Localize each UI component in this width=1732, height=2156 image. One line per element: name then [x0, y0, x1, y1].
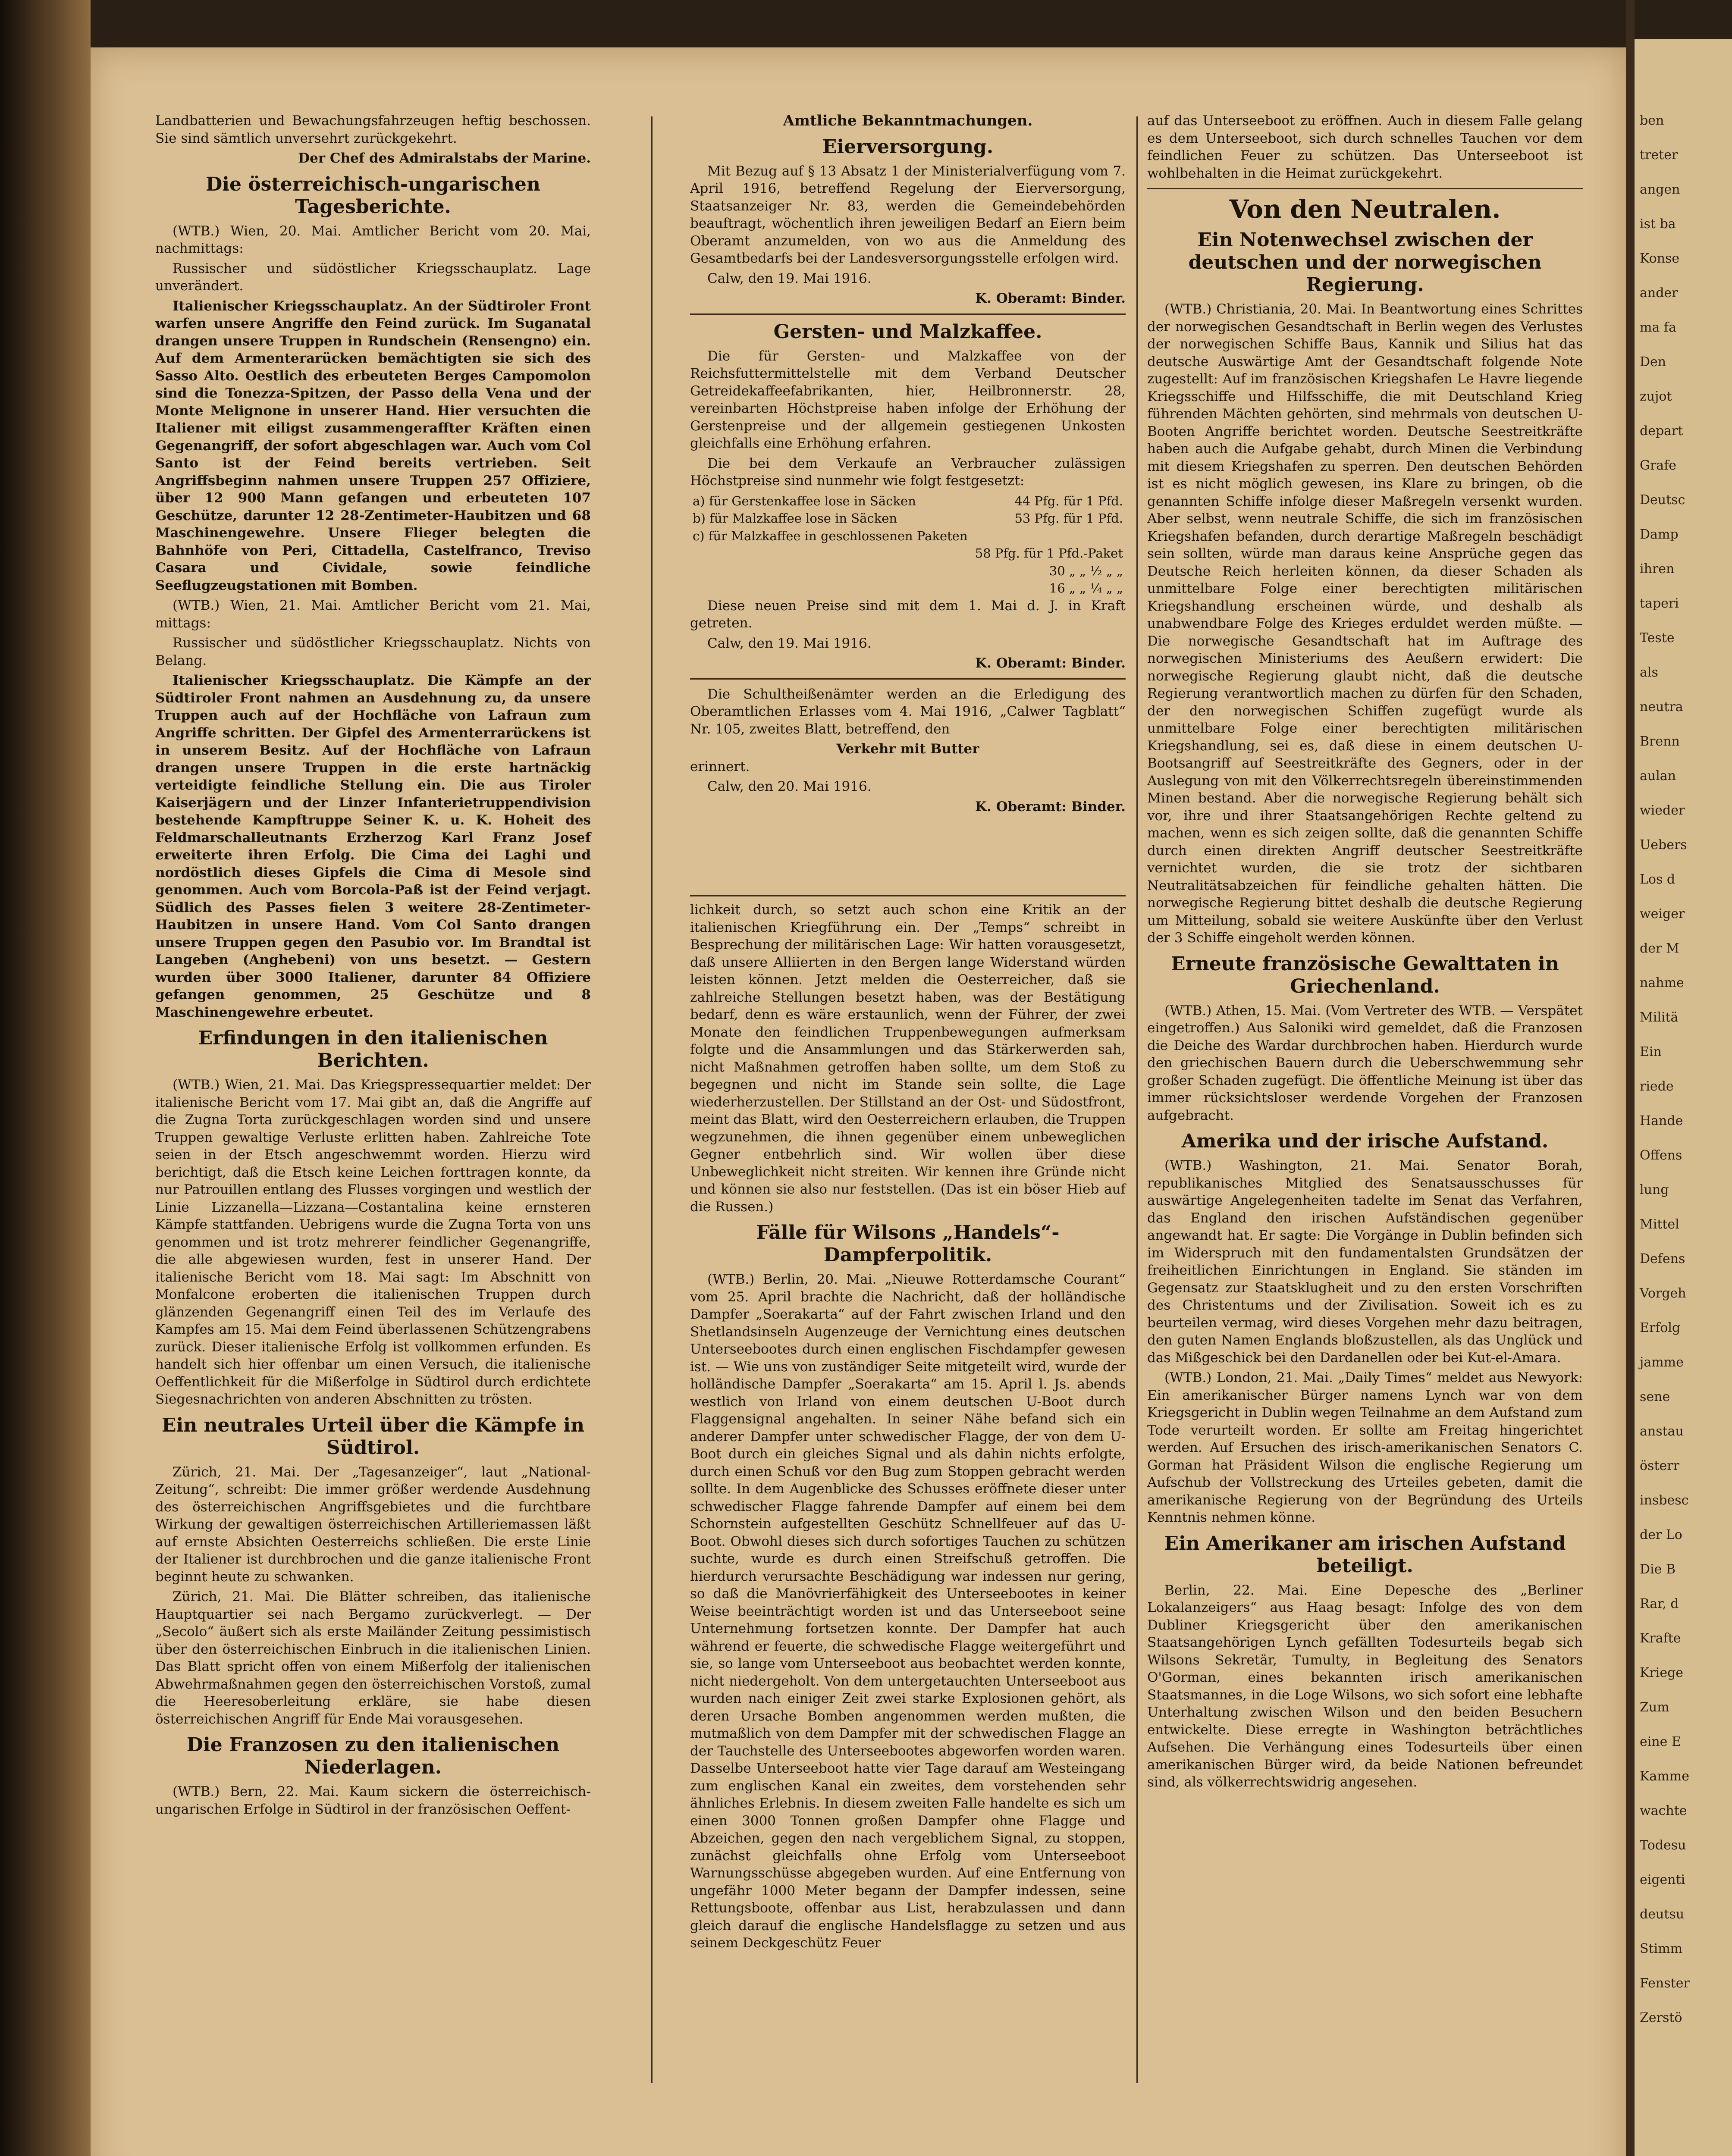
- adjacent-page-fragment: der M: [1640, 941, 1679, 956]
- headline: Amerika und der irische Aufstand.: [1181, 1130, 1549, 1152]
- adjacent-page-fragment: Mittel: [1640, 1217, 1679, 1232]
- adjacent-page-fragment: sene: [1640, 1389, 1670, 1404]
- paragraph: Zürich, 21. Mai. Der „Tagesanzeiger“, laut „National-Zeitung“, schreibt: Die immer größer werdende Ausdehnung des österreichischen Angriffsgebietes und die furchtbare Wirkung der gewaltigen österreichischen Artilleriemassen läßt auf ernste Absichten Oesterreichs schließen. Die erste Linie der Italiener ist durchbrochen und die ganze italienische Front beginnt heute zu schwanken.: [155, 1464, 591, 1585]
- adjacent-page-fragment: ben: [1640, 113, 1664, 128]
- adjacent-page-fragment: wachte: [1640, 1803, 1687, 1818]
- paragraph: Die für Gersten- und Malzkaffee von der Reichsfuttermittelstelle mit dem Verband Deutscher Getreidekaffeefabrikanten, hier, Heilbronnerstr. 28, vereinbarten Höchstpreise haben infolge der Erhöhung der Gerstenpreise und der allgemein gestiegenen Unkosten gleichfalls eine Erhöhung erfahren.: [690, 348, 1126, 451]
- paragraph: Landbatterien und Bewachungsfahrzeugen heftig beschossen. Sie sind sämtlich unversehrt zurückgekehrt.: [155, 113, 591, 146]
- adjacent-page-fragment: Uebers: [1640, 837, 1687, 852]
- column-2: [690, 112, 1126, 888]
- divider: [1147, 188, 1583, 189]
- price-item: c) für Malzkaffee in geschlossenen Paketen: [693, 528, 968, 543]
- price-value: 44 Pfg. für 1 Pfd.: [1014, 493, 1123, 508]
- price-row: [690, 492, 1126, 510]
- adjacent-page-fragment: Vorgeh: [1640, 1286, 1686, 1301]
- signature: K. Oberamt: Binder.: [975, 799, 1126, 815]
- adjacent-page-fragment: taperi: [1640, 596, 1679, 611]
- adjacent-page-fragment: zujot: [1640, 389, 1672, 404]
- adjacent-page-fragment: insbesc: [1640, 1493, 1689, 1508]
- adjacent-page-fragment: ist ba: [1640, 216, 1676, 232]
- book-spine: [0, 0, 91, 2156]
- headline: Ein neutrales Urteil über die Kämpfe in Südtirol.: [161, 1414, 585, 1459]
- price-value: 16 „ „ ¼ „ „: [1049, 581, 1123, 595]
- headline: Ein Notenwechsel zwischen der deutschen und der norwegischen Regierung.: [1188, 229, 1542, 296]
- price-value: 53 Pfg. für 1 Pfd.: [1014, 511, 1123, 526]
- adjacent-page-fragment: treter: [1640, 147, 1678, 163]
- headline: Die Franzosen zu den italienischen Niederlagen.: [186, 1734, 560, 1778]
- adjacent-page-fragment: ma fa: [1640, 320, 1676, 335]
- adjacent-page-fragment: Deutsc: [1640, 492, 1685, 508]
- adjacent-page-fragment: Zum: [1640, 1700, 1669, 1715]
- price-item: b) für Malzkaffee lose in Säcken: [693, 511, 897, 526]
- adjacent-page-fragment: eigenti: [1640, 1872, 1685, 1887]
- paragraph: (WTB.) Athen, 15. Mai. (Vom Vertreter des WTB. — Verspätet eingetroffen.) Aus Saloniki wird gemeldet, daß die Franzosen die Deiche des Wardar durchbrochen haben. Hierdurch wurde den griechischen Bauern durch die Ueberschwemmung sehr großer Schaden zugefügt. Die öffentliche Meinung ist über das immer rücksichtsloser werdende Vorgehen der Franzosen aufgebracht.: [1147, 1003, 1583, 1123]
- adjacent-page-fragment: der Lo: [1640, 1527, 1682, 1542]
- signature: K. Oberamt: Binder.: [975, 655, 1126, 671]
- paragraph: Italienischer Kriegsschauplatz. Die Kämpfe an der Südtiroler Front nahmen an Ausdehnung zu, da unsere Truppen auch auf der Hochfläche von Lafraun zum Angriffe schritten. Der Gipfel des Armenterrarückens ist in unserem Besitz. Auf der Hochfläche von Lafraun drangen unsere Truppen in die erste hartnäckig verteidigte feindliche Stellung ein. Die aus Tiroler Kaiserjägern und der Linzer Infanterietruppendivision bestehende Kampftruppe Seiner K. u. K. Hoheit des Feldmarschalleutnants Erzherzog Karl Franz Josef erweiterte ihren Erfolg. Die Cima dei Laghi und nordöstlich dieses Gipfels die Cima di Mesole sind genommen. Auch vom Borcola-Paß ist der Feind verjagt. Südlich des Passes fielen 3 weitere 28-Zentimeter-Haubitzen in unsere Hand. Vom Col Santo drangen unsere Truppen gegen den Pasubio vor. Im Brandtal ist Langeben (Anghebeni) von uns besetzt. — Gestern wurden über 3000 Italiener, darunter 84 Offiziere gefangen genommen, 25 Geschütze und 8 Maschinengewehre erbeutet.: [155, 673, 591, 1020]
- paragraph: Berlin, 22. Mai. Eine Depesche des „Berliner Lokalanzeigers“ aus Haag besagt: Infolge des von dem Dubliner Kriegsgericht über den amerikanischen Staatsangehörigen Lynch gefällten Todesurteils begab sich Wilsons Sekretär, Tumulty, in Begleitung des Senators O'Gorman, eines bekannten irisch amerikanischen Staatsmannes, in die Loge Wilsons, wo sich sofort eine lebhafte Unterhaltung zwischen Wilson und den beiden Besuchern entwickelte. Diese erregte in Washington beträchtliches Aufsehen. Die Verhängung eines Todesurteils über einen amerikanischen Bürger wird, da beide Nationen befreundet sind, als völkerrechtswidrig angesehen.: [1147, 1582, 1583, 1790]
- adjacent-page-fragment: Zerstö: [1640, 2010, 1682, 2025]
- adjacent-page-fragment: Die B: [1640, 1562, 1676, 1577]
- price-row: [690, 580, 1126, 597]
- adjacent-page-fragment: weiger: [1640, 906, 1685, 921]
- price-value: [972, 527, 1126, 545]
- adjacent-page-fragment: Defens: [1640, 1251, 1685, 1266]
- adjacent-page-fragment: depart: [1640, 423, 1683, 439]
- paragraph: (WTB.) Wien, 21. Mai. Das Kriegspressequartier meldet: Der italienische Bericht vom 17. Mai gibt an, daß die Angriffe auf die Zugna Torta zurückgeschlagen worden sind und unsere Truppen gewaltige Verluste erlitten haben. Zahlreiche Tote seien in der Etsch angeschwemmt worden. Hierzu wird berichtigt, daß die Etsch keine Leichen forttragen konnte, da nur Patrouillen entlang des Flusses vorgingen und westlich der Linie Lizzanella—Lizzana—Costantalina keine ernsteren Kämpfe stattfanden. Uebrigens wurde die Zugna Torta von uns genommen und ist trotz mehrerer feindlicher Gegenangriffe, die alle abgewiesen wurden, fest in unserer Hand. Der italienische Bericht vom 18. Mai sagt: Im Abschnitt von Monfalcone eroberten die italienischen Truppen durch glänzenden Gegenangriff einen Teil des im Verlaufe des Kampfes am 15. Mai dem Feind überlassenen Schützengrabens zurück. Dieser italienische Erfolg ist vollkommen erfunden. Es handelt sich hier offenbar um einen Versuch, die italienische Oeffentlichkeit für die Mißerfolge in Südtirol durch erdichtete Siegesnachrichten von anderen Abschnitten zu trösten.: [155, 1077, 591, 1407]
- adjacent-page-fragment: Krafte: [1640, 1631, 1681, 1646]
- paragraph: (WTB.) Bern, 22. Mai. Kaum sickern die österreichisch-ungarischen Erfolge in Südtirol in der französischen Oeffent-: [155, 1784, 591, 1817]
- adjacent-page-fragment: nahme: [1640, 975, 1684, 990]
- adjacent-page-fragment: anstau: [1640, 1424, 1684, 1439]
- price-item: a) für Gerstenkaffee lose in Säcken: [693, 493, 916, 508]
- paragraph: Mit Bezug auf § 13 Absatz 1 der Ministerialverfügung vom 7. April 1916, betreffend Regelung der Eierversorgung, Staatsanzeiger Nr. 83, werden die Gemeindebehörden beauftragt, wöchentlich ihren jeweiligen Bedarf an Eiern beim Oberamt anzumelden, von wo aus die Anmeldung des Gesamtbedarfs bei der Landesversorgungsstelle erfolgen wird.: [690, 163, 1126, 266]
- adjacent-page-fragment: Hande: [1640, 1113, 1683, 1128]
- headline: Fälle für Wilsons „Handels“-Dampferpolitik.: [756, 1222, 1060, 1266]
- adjacent-page-fragment: Los d: [1640, 872, 1676, 887]
- headline: Erneute französische Gewalttaten in Griechenland.: [1171, 953, 1559, 997]
- adjacent-page-fragment: riede: [1640, 1079, 1674, 1094]
- signature: Der Chef des Admiralstabs der Marine.: [298, 150, 591, 166]
- adjacent-page-fragment: ander: [1640, 285, 1678, 301]
- adjacent-page-fragment: Konse: [1640, 251, 1680, 266]
- column-2-continued: [690, 901, 1126, 1952]
- divider: [690, 313, 1126, 315]
- emphasis-line: Verkehr mit Butter: [836, 741, 979, 757]
- adjacent-page-fragment: österr: [1640, 1458, 1679, 1473]
- price-item: [690, 562, 972, 580]
- paragraph: Die bei dem Verkaufe an Verbraucher zulässigen Höchstpreise sind nunmehr wie folgt festgesetzt:: [690, 455, 1126, 489]
- adjacent-page-fragment: aulan: [1640, 768, 1676, 783]
- adjacent-page-fragment: als: [1640, 665, 1658, 680]
- paragraph: erinnert.: [690, 758, 750, 774]
- price-row: [690, 545, 1126, 562]
- adjacent-page-fragment: Stimm: [1640, 1941, 1683, 1956]
- adjacent-page-fragment: Brenn: [1640, 734, 1680, 749]
- paragraph: Die Schultheißenämter werden an die Erledigung des Oberamtlichen Erlasses vom 4. Mai 1916, „Calwer Tagblatt“ Nr. 105, zweites Blatt, betreffend, den: [690, 686, 1126, 737]
- adjacent-page-fragment: lung: [1640, 1182, 1669, 1197]
- adjacent-page-fragment: neutra: [1640, 699, 1683, 714]
- adjacent-page-fragment: Teste: [1640, 630, 1675, 646]
- adjacent-page-fragment: deutsu: [1640, 1907, 1685, 1922]
- signature: K. Oberamt: Binder.: [975, 291, 1126, 306]
- price-table: [690, 492, 1126, 597]
- column-3: [1147, 112, 1583, 1794]
- column-rule: [1136, 116, 1138, 2083]
- price-item: [690, 545, 972, 562]
- adjacent-page-fragment: Kriege: [1640, 1665, 1684, 1680]
- section-title: Von den Neutralen.: [1229, 194, 1501, 224]
- headline: Eierversorgung.: [822, 135, 994, 158]
- price-row: [690, 527, 1126, 545]
- paragraph: lichkeit durch, so setzt auch schon eine Kritik an der italienischen Kriegführung ein. Der „Temps“ schreibt in Besprechung der militärischen Lage: Wir hatten vorausgesetzt, daß unsere Alliierten in den Bergen lange Widerstand würden leisten können. Jetzt melden die Oesterreicher, daß sie zahlreiche Stellungen besetzt haben, was der Bestätigung bedarf, denn es wäre erstaunlich, wenn der Führer, der zwei Monate den feindlichen Truppenbewegungen aufmerksam folgte und die Ansammlungen und das Stärkerwerden sah, nicht Maßnahmen getroffen haben sollte, um dem Stoß zu begegnen und nicht im Stande sein sollte, die Lage wiederherzustellen. Der Stillstand an der Ost- und Südostfront, meint das Blatt, wird den Oesterreichern erlauben, die Truppen wegzunehmen, die ihnen gegenüber einem unbeweglichen Gegner entbehrlich sind. Wir wollen über diese Unbeweglichkeit nicht streiten. Wir kennen ihre Gründe nicht und können sie also nur feststellen. (Das ist ein böser Hieb auf die Russen.): [690, 902, 1126, 1215]
- adjacent-page-fragment: Erfolg: [1640, 1320, 1681, 1335]
- divider: [690, 678, 1126, 680]
- dateline: Calw, den 19. Mai 1916.: [707, 635, 872, 651]
- paragraph: (WTB.) Washington, 21. Mai. Senator Borah, republikanisches Mitglied des Senatsausschusses für auswärtige Angelegenheiten tadelte im Senat das Verfahren, das England den irischen Aufständischen gegenüber angewandt hat. Er sagte: Die Vorgänge in Dublin befinden sich im Widerspruch mit den fundamentalsten Grundsätzen der freiheitlichen Einrichtungen in England. Sie ständen im Gegensatz zur Staatsklugheit und zu den ersten Vorschriften des Christentums und der Zivilisation. Soweit ich es zu beurteilen vermag, wird dieses Vorgehen mehr dazu beitragen, den guten Namen Englands bloßzustellen, als das Unglück und das Mißgeschick bei den Dardanellen oder bei Kut-el-Amara.: [1147, 1158, 1583, 1366]
- adjacent-page-fragment: Den: [1640, 354, 1666, 370]
- page-gutter: [1626, 0, 1635, 2156]
- adjacent-page-fragment: ihren: [1640, 561, 1675, 577]
- adjacent-page-fragment: Ein: [1640, 1044, 1662, 1059]
- adjacent-page-fragment: Fenster: [1640, 1976, 1690, 1991]
- headline: Gersten- und Malzkaffee.: [773, 320, 1042, 343]
- dateline: Calw, den 19. Mai 1916.: [707, 270, 872, 286]
- adjacent-page-edge: [1635, 39, 1732, 2156]
- paragraph: auf das Unterseeboot zu eröffnen. Auch in diesem Falle gelang es dem Unterseeboot, sich durch schnelles Tauchen vor dem feindlichen Feuer zu schützen. Das Unterseeboot ist wohlbehalten in die Heimat zurückgekehrt.: [1147, 113, 1583, 181]
- price-value: 30 „ „ ½ „ „: [1049, 563, 1123, 578]
- paragraph: (WTB.) Wien, 21. Mai. Amtlicher Bericht vom 21. Mai, mittags:: [155, 598, 591, 631]
- paragraph: Diese neuen Preise sind mit dem 1. Mai d. J. in Kraft getreten.: [690, 598, 1126, 631]
- paragraph: (WTB.) Wien, 20. Mai. Amtlicher Bericht vom 20. Mai, nachmittags:: [155, 223, 591, 256]
- adjacent-page-fragment: Militä: [1640, 1010, 1679, 1025]
- adjacent-page-fragment: angen: [1640, 182, 1680, 197]
- price-row: [690, 562, 1126, 580]
- paragraph: Zürich, 21. Mai. Die Blätter schreiben, das italienische Hauptquartier sei nach Bergamo zurückverlegt. — Der „Secolo“ äußert sich als erste Mailänder Zeitung pessimistisch über den österreichischen Einbruch in die italienischen Linien. Das Blatt spricht offen von einem Mißerfolg der italienischen Abwehrmaßnahmen gegen den österreichischen Vorstoß, zumal die Heeresoberleitung erkläre, sie habe diesen österreichischen Angriff für Ende Mai vorausgesehen.: [155, 1589, 591, 1727]
- adjacent-page-fragment: Rar, d: [1640, 1596, 1679, 1611]
- adjacent-page-fragment: Damp: [1640, 527, 1679, 542]
- adjacent-page-fragment: wieder: [1640, 803, 1685, 818]
- price-row: [690, 510, 1126, 527]
- paragraph: (WTB.) London, 21. Mai. „Daily Times“ meldet aus Newyork: Ein amerikanischer Bürger namens Lynch war von dem Kriegsgericht in Dublin wegen Teilnahme an dem Aufstand zum Tode verurteilt worden. Er sollte am Freitag hingerichtet werden. Auf Ersuchen des irisch-amerikanischen Senators C. Gorman hat Präsident Wilson die englische Regierung um Aufschub der Vollstreckung des Urteiles gebeten, damit die amerikanische Regierung von der Begründung des Urteils Kenntnis nehmen könne.: [1147, 1370, 1583, 1525]
- price-value: 58 Pfg. für 1 Pfd.-Paket: [975, 546, 1123, 561]
- headline: Ein Amerikaner am irischen Aufstand beteiligt.: [1164, 1532, 1566, 1577]
- column-1: [155, 112, 591, 1821]
- adjacent-page-fragment: Kamme: [1640, 1769, 1689, 1784]
- dateline: Calw, den 20. Mai 1916.: [707, 779, 872, 794]
- adjacent-page-fragment: eine E: [1640, 1734, 1681, 1749]
- adjacent-page-fragment: Todesu: [1640, 1838, 1686, 1853]
- section-kicker: Amtliche Bekanntmachungen.: [783, 112, 1033, 129]
- paragraph: (WTB.) Christiania, 20. Mai. In Beantwortung eines Schrittes der norwegischen Gesandtschaft in Berlin wegen des Verlustes der norwegischen Schiffe Baus, Kannik und Silius hat das deutsche Auswärtige Amt der Gesandtschaft folgende Note zugestellt: Auf im französischen Kriegshafen Le Havre liegende Kriegsschiffe und Hilfsschiffe, die mit Deutschland Krieg führenden Mächten gehörten, sind mehrmals von deutschen U-Booten Angriffe berichtet worden. Deutsche Seestreitkräfte haben auch die Aufgabe gehabt, durch Minen die Verbindung mit diesem Kriegshafen zu sperren. Den deutschen Behörden ist es nicht möglich gewesen, ins Klare zu bringen, ob die genannten Schiffe infolge dieser Maßregeln versenkt wurden. Aber selbst, wenn neutrale Schiffe, die sich im französischen Kriegshafen befanden, durch derartige Maßregeln beschädigt sein sollten, würde man daraus keine Ansprüche gegen das Deutsche Reich herleiten können, da dieser Schaden als unmittelbare Folge einer berechtigten militärischen Kriegshandlung erscheinen würde, und deshalb als unabwendbare Folge des Krieges erduldet werden müßte. — Die norwegische Gesandtschaft hat im Auftrage des norwegischen Ministeriums des Aeußern erwidert: Die norwegische Regierung glaubt nicht, daß die deutsche Regierung verantwortlich machen zu dürfen für den Schaden, der den norwegischen Schiffen zugefügt wurde als unmittelbare Folge einer berechtigten militärischen Kriegshandlung, sei es, daß diese in einem deutschen U-Bootsangriff auf Seestreitkräfte des Gegners, oder in der Auslegung von mit den Völkerrechtsregeln übereinstimmenden Minen bestand. Aber die norwegische Regierung behält sich vor, ihre und ihrer Staatsangehörigen Rechte geltend zu machen, wenn es sich zeigen sollte, daß die genannten Schiffe durch einen direkten Angriff deutscher Seestreitkräfte vernichtet wurden, die sie trotz der sichtbaren Neutralitätsabzeichen für feindliche gehalten hätten. Die norwegische Regierung bittet deshalb die deutsche Regierung um Mitteilung, sobald sie weitere Auskünfte über den Verlust der 3 Schiffe eingeholt werden können.: [1147, 301, 1583, 946]
- paragraph: Italienischer Kriegsschauplatz. An der Südtiroler Front warfen unsere Angriffe den Feind zurück. Im Suganatal drangen unsere Truppen in Rundschein (Rensengno) ein. Auf dem Armenterarücken bemächtigten sie sich des Sasso Alto. Oestlich des erbeuteten Berges Campomolon sind die Tonezza-Spitzen, der Passo della Vena und der Monte Melignone in unserer Hand. Hier versuchten die Italiener mit eiligst zusammengeraffter Kräften einen Gegenangriff, der sofort abgeschlagen war. Auch vom Col Santo ist der Feind bereits vertrieben. Seit Angriffsbeginn nahmen unsere Truppen 257 Offiziere, über 12 900 Mann gefangen und erbeuteten 107 Geschütze, darunter 12 28-Zentimeter-Haubitzen und 68 Maschinengewehre. Unsere Flieger belegten die Bahnhöfe von Peri, Cittadella, Castelfranco, Treviso Casara und Cividale, sowie feindliche Seeflugzeugstationen mit Bomben.: [155, 298, 591, 593]
- adjacent-page-fragment: Grafe: [1640, 458, 1677, 473]
- column-rule: [651, 116, 653, 2083]
- price-item: [690, 580, 972, 597]
- divider: [690, 895, 1126, 896]
- headline: Die österreichisch-ungarischen Tagesberichte.: [206, 173, 540, 218]
- paragraph: Russischer und südöstlicher Kriegsschauplatz. Nichts von Belang.: [155, 635, 591, 668]
- paragraph: (WTB.) Berlin, 20. Mai. „Nieuwe Rotterdamsche Courant“ vom 25. April brachte die Nachricht, daß der holländische Dampfer „Soerakarta“ auf der Fahrt zwischen Irland und den Shetlandsinseln Augenzeuge der Vernichtung eines deutschen Unterseebootes durch einen englischen Fischdampfer gewesen ist. — Wie uns von zuständiger Seite mitgeteilt wird, wurde der holländische Dampfer „Soerakarta“ am 15. April l. Js. abends westlich von Irland von einem deutschen U-Boot durch Flaggensignal angehalten. In seiner Nähe befand sich ein anderer Dampfer unter schwedischer Flagge, der von dem U-Boot durch ein gleiches Signal und als dahin nichts erfolgte, durch einen Schuß vor den Bug zum Stoppen gebracht werden sollte. In dem Augenblicke des Schusses eröffnete dieser unter schwedischer Flagge fahrende Dampfer auf einem bei dem Schornstein aufgestellten Geschütz Schnellfeuer auf das U-Boot. Obwohl dieses sich durch sofortiges Tauchen zu schützen suchte, wurde es durch einen Streifschuß getroffen. Die hierdurch verursachte Beschädigung war indessen nur gering, so daß die Manövrierfähigkeit des Unterseebootes in keiner Weise beeinträchtigt worden ist und das Unterseeboot seine Unternehmung fortsetzen konnte. Der Dampfer hat auch während er feuerte, die schwedische Flagge weitergeführt und sie, so lange vom Unterseeboot aus beobachtet werden konnte, nicht niedergeholt. Von dem untergetauchten Unterseeboot aus wurden nach einiger Zeit zwei starke Explosionen gehört, als deren Ursache Bomben angenommen werden mußten, die mutmaßlich von dem Dampfer mit der schwedischen Flagge an der Tauchstelle des Unterseebootes abgeworfen worden waren. Dasselbe Unterseeboot hatte vier Tage darauf am Westeingang zum englischen Kanal ein zweites, dem vorstehenden sehr ähnliches Erlebnis. In diesem zweiten Falle handelte es sich um einen 3000 Tonnen großen Dampfer ohne Flagge und Abzeichen, gegen den nach vergeblichem Signal, zu stoppen, zunächst gleichfalls ohne Erfolg vom Unterseeboot Warnungsschüsse abgegeben wurden. Auf eine Entfernung von ungefähr 1000 Meter begann der Dampfer indessen, seine Rettungsboote, offenbar aus List, herabzulassen und dann gleich darauf die englische Handelsflagge zu setzen und aus seinem Deckgeschütz Feuer: [690, 1272, 1126, 1951]
- adjacent-page-fragment: jamme: [1640, 1355, 1684, 1370]
- adjacent-page-fragment: Offens: [1640, 1148, 1682, 1163]
- paragraph: Russischer und südöstlicher Kriegsschauplatz. Lage unverändert.: [155, 260, 591, 294]
- headline: Erfindungen in den italienischen Berichten.: [198, 1027, 548, 1072]
